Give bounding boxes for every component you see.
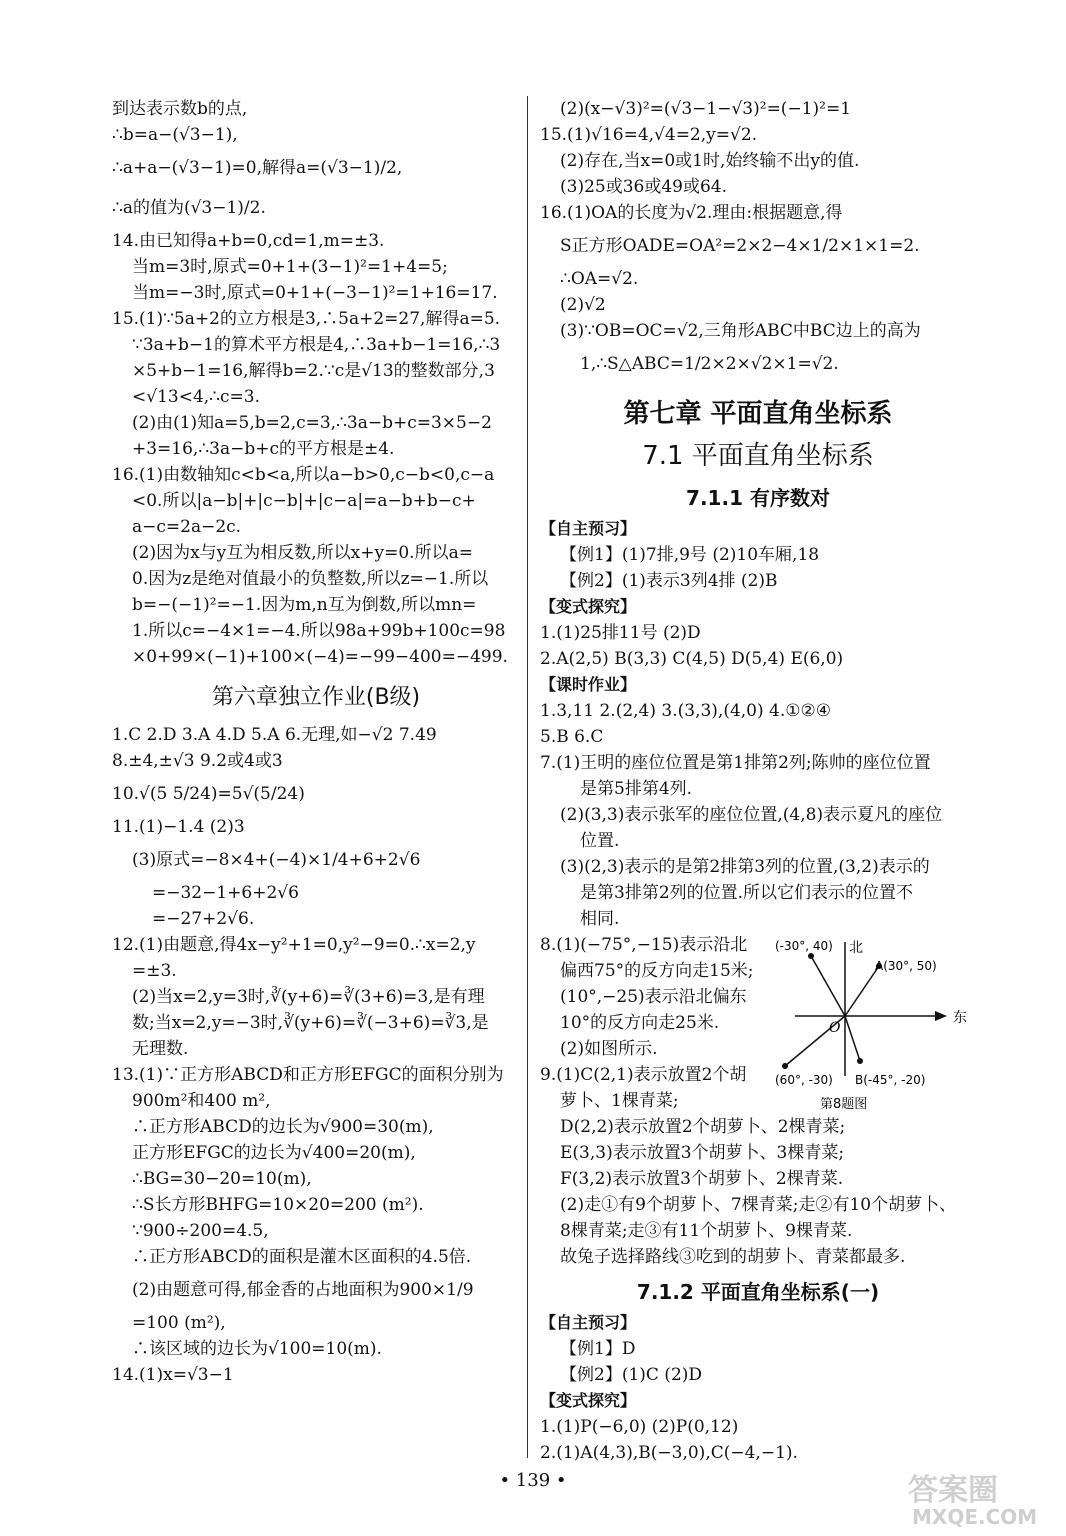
origin-label: O [829, 1020, 841, 1036]
text-line: 数;当x=2,y=−3时,∛(y+6)=∛(−3+6)=∛3,是 [132, 1013, 489, 1033]
text-line: S正方形OADE=OA²=2×2−4×1/2×1×1=2. [560, 236, 920, 256]
text-line: 1.(1)25排11号 (2)D [540, 623, 701, 643]
text-line: (2)(3,3)表示张军的座位位置,(4,8)表示夏凡的座位 [560, 805, 943, 825]
text-line: 7.(1)王明的座位位置是第1排第2列;陈帅的座位位置 [540, 753, 931, 773]
text-line: ∴b=a−(√3−1), [112, 125, 238, 145]
text-line: ∴OA=√2. [560, 269, 639, 289]
text-line: (3)原式=−8×4+(−4)×1/4+6+2√6 [132, 850, 421, 870]
text-line: 故兔子选择路线③吃到的胡萝卜、青菜都最多. [560, 1247, 906, 1267]
text-line: =−32−1+6+2√6 [152, 883, 299, 903]
text-line: 14.由已知得a+b=0,cd=1,m=±3. [112, 231, 385, 251]
text-line: 【例2】(1)C (2)D [560, 1365, 703, 1385]
text-line: 1.所以c=−4×1=−4.所以98a+99b+100c=98 [132, 621, 506, 641]
point-nw [808, 953, 814, 959]
ray-nw [811, 956, 845, 1016]
text-line: 8.±4,±√3 9.2或4或3 [112, 751, 283, 771]
text-line: =100 (m²), [132, 1313, 226, 1333]
text-line: ∴BG=30−20=10(m), [132, 1169, 312, 1189]
text-line: ∵3a+b−1的算术平方根是4,∴3a+b−1=16,∴3 [132, 335, 501, 355]
text-line: 1.C 2.D 3.A 4.D 5.A 6.无理,如−√2 7.49 [112, 725, 437, 745]
label-sw: (60°, -30) [775, 1073, 833, 1087]
text-line: ∴a的值为(√3−1)/2. [112, 198, 266, 218]
east-arrow-icon [935, 1011, 947, 1021]
text-line: 16.(1)OA的长度为√2.理由:根据题意,得 [540, 203, 843, 223]
section-heading: 第六章独立作业(B级) [211, 685, 421, 710]
figure-caption: 第8题图 [820, 1097, 868, 1112]
text-line: ∴S长方形BHFG=10×20=200 (m²). [132, 1195, 424, 1215]
text-line: 萝卜、1棵青菜; [560, 1091, 679, 1111]
column-divider [527, 96, 528, 1458]
text-line: (2)存在,当x=0或1时,始终输不出y的值. [560, 151, 860, 171]
text-line: (2)(x−√3)²=(√3−1−√3)²=(−1)²=1 [560, 99, 852, 119]
text-line: a−c=2a−2c. [132, 517, 242, 537]
text-line: 12.(1)由题意,得4x−y²+1=0,y²−9=0.∴x=2,y [112, 935, 476, 955]
text-line: 【例2】(1)表示3列4排 (2)B [560, 571, 778, 591]
text-line: (2)因为x与y互为相反数,所以x+y=0.所以a= [132, 543, 473, 563]
text-line: 相同. [580, 909, 620, 929]
label-a: A(30°, 50) [875, 959, 937, 973]
text-line: (2)√2 [560, 295, 606, 315]
text-line: ∴正方形ABCD的面积是灌木区面积的4.5倍. [132, 1247, 472, 1267]
text-line: (2)如图所示. [560, 1039, 658, 1059]
point-sw [782, 1063, 788, 1069]
text-line: ∴a+a−(√3−1)=0,解得a=(√3−1)/2, [112, 158, 403, 178]
watermark-logo [902, 1470, 1052, 1528]
watermark-top: 答案圈 [908, 1473, 998, 1508]
text-line: =±3. [132, 961, 177, 981]
text-line: 9.(1)C(2,1)表示放置2个胡 [540, 1065, 747, 1085]
text-line: 10°的反方向走25米. [560, 1013, 720, 1033]
text-line: D(2,2)表示放置2个胡萝卜、2棵青菜; [560, 1117, 846, 1137]
subsection-title: 7.1.2 平面直角坐标系(一) [636, 1280, 880, 1304]
text-line: 是第3排第2列的位置.所以它们表示的位置不 [580, 883, 914, 903]
text-line: <√13<4,∴c=3. [132, 387, 260, 407]
text-line: 5.B 6.C [540, 727, 604, 747]
text-line: E(3,3)表示放置3个胡萝卜、3棵青菜; [560, 1143, 845, 1163]
text-line: 是第5排第4列. [580, 779, 693, 799]
text-line: 900m²和400 m², [132, 1091, 271, 1111]
text-line: 8.(1)(−75°,−15)表示沿北 [540, 935, 748, 955]
text-line: 13.(1)∵正方形ABCD和正方形EFGC的面积分别为 [112, 1065, 504, 1085]
text-line: 当m=−3时,原式=0+1+(−3−1)²=1+16=17. [132, 283, 498, 303]
tag-homework: 【课时作业】 [540, 675, 637, 694]
point-b [857, 1058, 863, 1064]
text-line: 【例1】(1)7排,9号 (2)10车厢,18 [560, 545, 820, 565]
ray-b [845, 1016, 860, 1061]
text-line: 11.(1)−1.4 (2)3 [112, 817, 245, 837]
text-line: +3=16,∴3a−b+c的平方根是±4. [132, 439, 395, 459]
text-line: 1.(1)P(−6,0) (2)P(0,12) [540, 1417, 739, 1437]
text-line: (3)25或36或49或64. [560, 177, 728, 197]
section-title: 7.1 平面直角坐标系 [642, 441, 874, 471]
text-line: 1,∴S△ABC=1/2×2×√2×1=√2. [580, 354, 839, 374]
subsection-title: 7.1.1 有序数对 [686, 486, 830, 510]
right-column [540, 96, 976, 1466]
text-line: =−27+2√6. [152, 909, 255, 929]
label-nw: (-30°, 40) [775, 939, 833, 953]
text-line: (2)当x=2,y=3时,∛(y+6)=∛(3+6)=3,是有理 [132, 987, 485, 1007]
text-line: b=−(−1)²=−1.因为m,n互为倒数,所以mn= [132, 595, 477, 615]
text-line: ∵900÷200=4.5, [132, 1221, 269, 1241]
text-line: ∴正方形ABCD的边长为√900=30(m), [132, 1117, 434, 1137]
label-b: B(-45°, -20) [855, 1073, 926, 1087]
text-line: ×0+99×(−1)+100×(−4)=−99−400=−499. [132, 647, 508, 667]
text-line: 14.(1)x=√3−1 [112, 1365, 234, 1385]
page-number: • 139 • [499, 1470, 567, 1491]
text-line: F(3,2)表示放置3个胡萝卜、2棵青菜. [560, 1169, 844, 1189]
north-label: 北 [849, 940, 863, 956]
ray-a [845, 966, 879, 1016]
tag-variant: 【变式探究】 [540, 597, 637, 616]
text-line: 到达表示数b的点, [112, 99, 248, 119]
text-line: (3)(2,3)表示的是第2排第3列的位置,(3,2)表示的 [560, 857, 930, 877]
east-label: 东 [953, 1010, 967, 1026]
text-line: 【例1】D [560, 1339, 636, 1359]
text-line: <0.所以|a−b|+|c−b|+|c−a|=a−b+b−c+ [132, 491, 476, 511]
tag-variant: 【变式探究】 [540, 1391, 637, 1410]
text-line: (2)走①有9个胡萝卜、7棵青菜;走②有10个胡萝卜、 [560, 1195, 957, 1215]
text-line: 正方形EFGC的边长为√400=20(m), [132, 1143, 416, 1163]
chapter-title: 第七章 平面直角坐标系 [623, 399, 893, 429]
text-line: (2)由(1)知a=5,b=2,c=3,∴3a−b+c=3×5−2 [132, 413, 492, 433]
text-line: 10.√(5 5/24)=5√(5/24) [112, 784, 305, 804]
text-line: (2)由题意可得,郁金香的占地面积为900×1/9 [132, 1280, 474, 1300]
text-line: ×5+b−1=16,解得b=2.∵c是√13的整数部分,3 [132, 361, 495, 381]
text-line: ∴该区域的边长为√100=10(m). [132, 1339, 382, 1359]
text-line: 16.(1)由数轴知c<b<a,所以a−b>0,c−b<0,c−a [112, 465, 495, 485]
text-line: 偏西75°的反方向走15米; [560, 961, 754, 981]
text-line: 15.(1)√16=4,√4=2,y=√2. [540, 125, 758, 145]
text-line: 2.(1)A(4,3),B(−3,0),C(−4,−1). [540, 1443, 798, 1463]
text-line: 位置. [580, 831, 620, 851]
text-line: 1.3,11 2.(2,4) 3.(3,3),(4,0) 4.①②④ [540, 701, 831, 721]
direction-figure [775, 936, 975, 1116]
watermark-bottom: MXQE.COM [912, 1505, 1038, 1528]
text-line: 2.A(2,5) B(3,3) C(4,5) D(5,4) E(6,0) [540, 649, 844, 669]
left-column [112, 96, 520, 1388]
text-line: (10°,−25)表示沿北偏东 [560, 987, 747, 1007]
text-line: 0.因为z是绝对值最小的负整数,所以z=−1.所以 [132, 569, 489, 589]
text-line: 15.(1)∵5a+2的立方根是3,∴5a+2=27,解得a=5. [112, 309, 501, 329]
text-line: 无理数. [132, 1039, 189, 1059]
text-line: 8棵青菜;走③有11个胡萝卜、9棵青菜. [560, 1221, 853, 1241]
tag-preview: 【自主预习】 [540, 519, 637, 538]
tag-preview: 【自主预习】 [540, 1313, 637, 1332]
text-line: 当m=3时,原式=0+1+(3−1)²=1+4=5; [132, 257, 448, 277]
text-line: (3)∵OB=OC=√2,三角形ABC中BC边上的高为 [560, 321, 921, 341]
